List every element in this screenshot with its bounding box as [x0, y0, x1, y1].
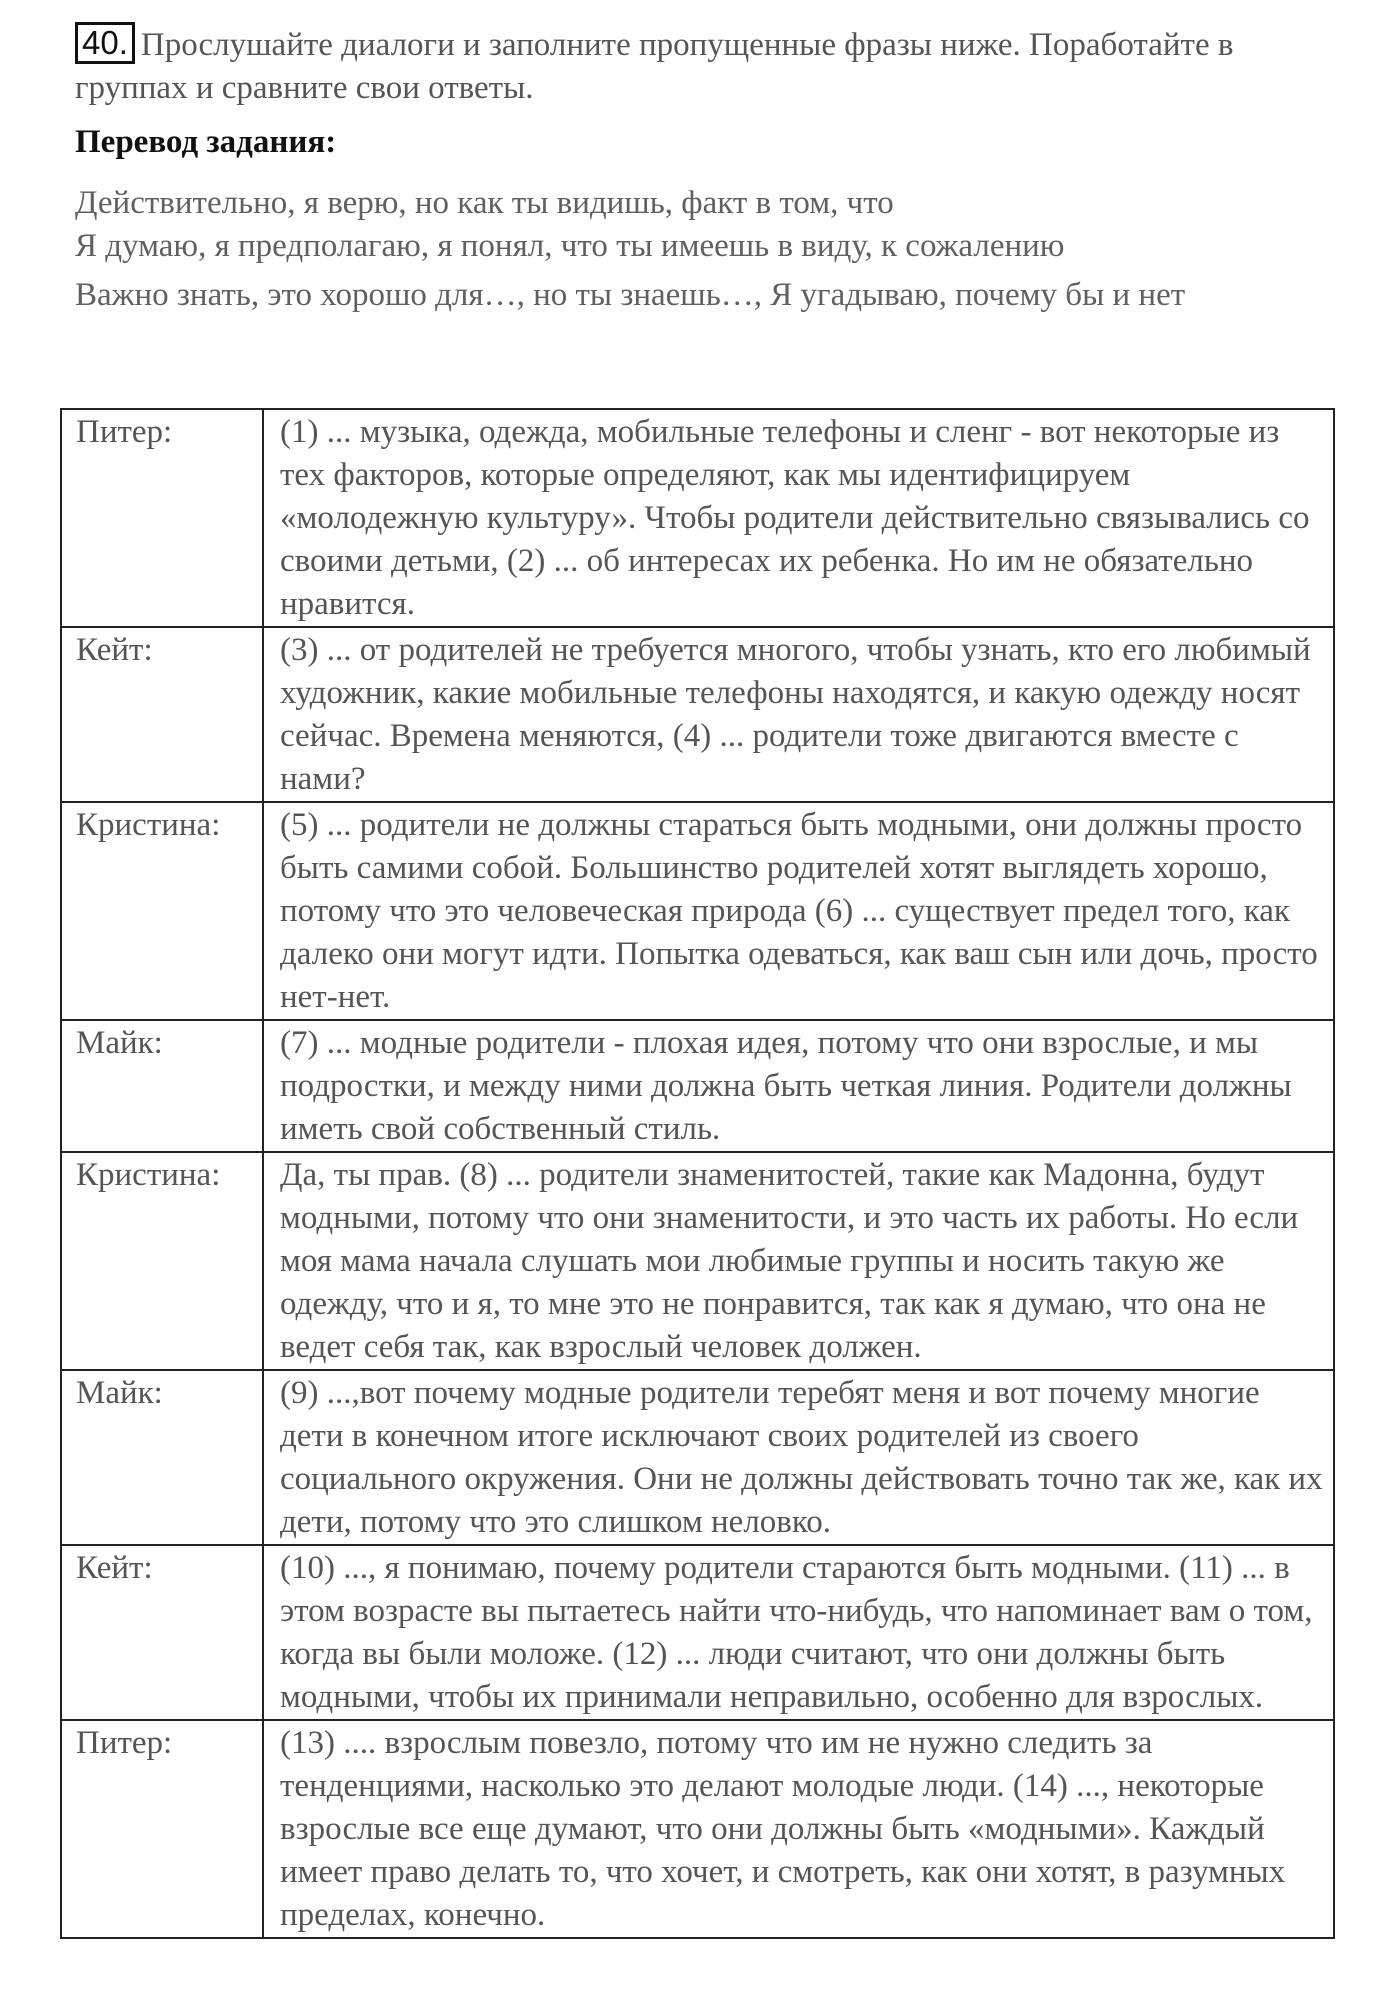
speaker-name: Кейт: [61, 1545, 263, 1720]
speaker-name: Майк: [61, 1370, 263, 1545]
speaker-name: Питер: [61, 409, 263, 627]
dialog-line: Да, ты прав. (8) ... родители знаменитостей, такие как Мадонна, будут модными, потому что они знаменитости, и это часть их работы. Но если моя мама начала слушать мои любимые группы и носить такую же одежду, что и я, то мне это не понравится, так как я думаю, что она не ведет себя так, как взрослый человек должен. [263, 1152, 1334, 1370]
dialog-row [61, 1370, 1334, 1545]
dialog-line: (10) ..., я понимаю, почему родители стараются быть модными. (11) ... в этом возрасте вы пытаетесь найти что-нибудь, что напоминает вам о том, когда вы были моложе. (12) ... люди считают, что они должны быть модными, чтобы их принимали неправильно, особенно для взрослых. [263, 1545, 1334, 1720]
dialog-row [61, 1152, 1334, 1370]
dialog-line: (9) ...,вот почему модные родители теребят меня и вот почему многие дети в конечном итоге исключают своих родителей из своего социального окружения. Они не должны действовать точно так же, как их дети, потому что это слишком неловко. [263, 1370, 1334, 1545]
dialog-row [61, 1720, 1334, 1938]
dialog-line: (5) ... родители не должны стараться быть модными, они должны просто быть самими собой. Большинство родителей хотят выглядеть хорошо, потому что это человеческая природа (6) ... существует предел того, как далеко они могут идти. Попытка одеваться, как ваш сын или дочь, просто нет-нет. [263, 802, 1334, 1020]
speaker-name: Кейт: [61, 627, 263, 802]
phrase-line: Я думаю, я предполагаю, я понял, что ты имеешь в виду, к сожалению [75, 228, 1065, 264]
dialog-row [61, 627, 1334, 802]
dialog-row [61, 409, 1334, 627]
speaker-name: Кристина: [61, 1152, 263, 1370]
phrase-line: Действительно, я верю, но как ты видишь, факт в том, что [75, 185, 894, 221]
speaker-name: Майк: [61, 1020, 263, 1152]
dialog-row [61, 1020, 1334, 1152]
dialog-line: (13) .... взрослым повезло, потому что им не нужно следить за тенденциями, насколько это делают молодые люди. (14) ..., некоторые взрослые все еще думают, что они должны быть «модными». Каждый имеет право делать то, что хочет, и смотреть, как они хотят, в разумных пределах, конечно. [263, 1720, 1334, 1938]
task-instruction [75, 22, 1325, 110]
task-number-box: 40. [75, 22, 135, 64]
dialog-row [61, 802, 1334, 1020]
task-instruction-text: Прослушайте диалоги и заполните пропущенные фразы ниже. Поработайте в группах и сравните свои ответы. [75, 27, 1234, 106]
dialog-line: (1) ... музыка, одежда, мобильные телефоны и сленг - вот некоторые из тех факторов, которые определяют, как мы идентифицируем «молодежную культуру». Чтобы родители действительно связывались со своими детьми, (2) ... об интересах их ребенка. Но им не обязательно нравится. [263, 409, 1334, 627]
translation-heading: Перевод задания: [75, 124, 337, 160]
dialog-table [60, 408, 1335, 1939]
phrase-line: Важно знать, это хорошо для…, но ты знаешь…, Я угадываю, почему бы и нет [75, 277, 1186, 313]
speaker-name: Питер: [61, 1720, 263, 1938]
dialog-line: (7) ... модные родители - плохая идея, потому что они взрослые, и мы подростки, и между ними должна быть четкая линия. Родители должны иметь свой собственный стиль. [263, 1020, 1334, 1152]
dialog-line: (3) ... от родителей не требуется многого, чтобы узнать, кто его любимый художник, какие мобильные телефоны находятся, и какую одежду носят сейчас. Времена меняются, (4) ... родители тоже двигаются вместе с нами? [263, 627, 1334, 802]
phrase-list [75, 182, 1325, 317]
speaker-name: Кристина: [61, 802, 263, 1020]
dialog-row [61, 1545, 1334, 1720]
